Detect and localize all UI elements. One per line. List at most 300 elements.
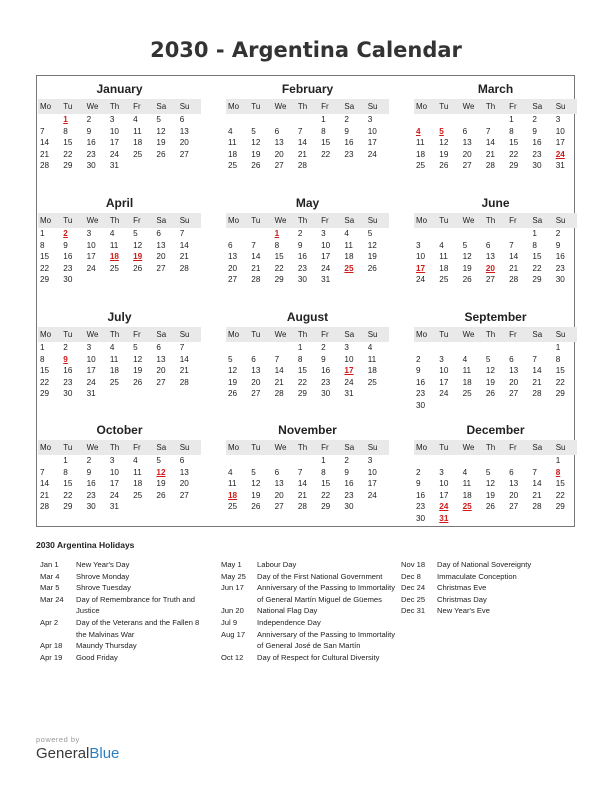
weekday-header bbox=[414, 440, 577, 455]
weekday-label: Su bbox=[179, 443, 190, 452]
day-cell: 19 bbox=[485, 490, 495, 500]
day-cell: 6 bbox=[179, 456, 185, 465]
day-cell: 25 bbox=[133, 149, 143, 159]
day-cell: 12 bbox=[133, 354, 143, 364]
day-cell: 19 bbox=[156, 479, 166, 488]
day-cell bbox=[273, 114, 296, 126]
holiday-item bbox=[40, 640, 210, 652]
holiday-day-cell: 17 bbox=[344, 366, 354, 375]
day-cell: 13 bbox=[179, 126, 189, 136]
day-cell: 30 bbox=[416, 513, 426, 523]
weekday-label: Fr bbox=[321, 330, 329, 339]
day-cell: 8 bbox=[509, 126, 514, 136]
weekday-label: Th bbox=[297, 216, 308, 225]
day-cell: 23 bbox=[344, 490, 354, 500]
holiday-day-cell: 2 bbox=[63, 229, 68, 238]
day-cell: 17 bbox=[439, 490, 449, 500]
day-cell: 13 bbox=[509, 479, 519, 488]
weekday-label: Mo bbox=[228, 443, 240, 452]
week-row bbox=[226, 228, 389, 240]
holiday-name: Day of the First National Government bbox=[257, 571, 383, 581]
weekday-label: Sa bbox=[344, 216, 355, 225]
day-cell: 22 bbox=[555, 490, 565, 500]
holiday-name: Maundy Thursday bbox=[76, 641, 137, 651]
holiday-day-cell: 4 bbox=[416, 126, 421, 136]
week-row bbox=[38, 354, 201, 366]
weekday-label: We bbox=[462, 443, 475, 452]
day-cell: 5 bbox=[156, 456, 161, 465]
day-cell bbox=[461, 400, 484, 412]
day-cell bbox=[484, 513, 507, 525]
day-cell: 17 bbox=[86, 366, 96, 375]
day-cell bbox=[461, 114, 484, 126]
holiday-item bbox=[221, 582, 397, 605]
day-cell: 9 bbox=[532, 126, 537, 136]
holiday-date: Dec 25 bbox=[401, 594, 426, 604]
day-cell bbox=[530, 400, 553, 412]
day-cell: 12 bbox=[156, 126, 166, 136]
generalblue-logo[interactable] bbox=[36, 745, 119, 762]
day-cell: 20 bbox=[462, 149, 472, 159]
day-cell: 30 bbox=[555, 275, 565, 284]
holiday-date: Dec 24 bbox=[401, 583, 426, 593]
day-cell: 2 bbox=[86, 456, 92, 465]
day-cell: 7 bbox=[179, 343, 185, 352]
holiday-day-cell: 25 bbox=[344, 263, 354, 273]
day-cell: 20 bbox=[251, 377, 261, 387]
weekday-label: Sa bbox=[344, 443, 355, 452]
weekday-label: Th bbox=[109, 443, 120, 452]
weekday-label: We bbox=[274, 102, 287, 111]
day-cell: 16 bbox=[321, 366, 331, 375]
day-cell bbox=[366, 501, 389, 513]
holiday-item bbox=[401, 559, 571, 571]
day-cell: 26 bbox=[133, 377, 143, 387]
day-cell: 19 bbox=[228, 377, 238, 387]
day-cell bbox=[414, 342, 437, 354]
day-cell: 28 bbox=[297, 161, 307, 170]
day-cell: 16 bbox=[297, 252, 307, 261]
day-cell: 25 bbox=[416, 161, 426, 170]
weekday-label: Fr bbox=[133, 443, 141, 452]
day-cell: 23 bbox=[86, 149, 96, 159]
weekday-label: Mo bbox=[416, 102, 428, 111]
page-title: 2030 - Argentina Calendar bbox=[150, 38, 462, 62]
weekday-label: Tu bbox=[63, 443, 73, 452]
weekday-label: Mo bbox=[416, 330, 428, 339]
day-cell bbox=[366, 160, 389, 172]
day-cell: 2 bbox=[416, 354, 421, 364]
weekday-header bbox=[38, 327, 201, 342]
holiday-day-cell: 24 bbox=[555, 149, 565, 159]
weekday-label: Su bbox=[367, 102, 378, 111]
day-cell: 1 bbox=[40, 343, 45, 352]
day-cell: 15 bbox=[63, 138, 73, 147]
day-cell: 26 bbox=[156, 149, 166, 159]
day-cell: 29 bbox=[532, 275, 542, 284]
day-cell: 24 bbox=[367, 149, 377, 159]
day-cell: 7 bbox=[297, 467, 303, 477]
month-name: November bbox=[278, 423, 337, 437]
month-september bbox=[414, 310, 577, 411]
day-cell: 11 bbox=[109, 354, 119, 364]
month-may bbox=[226, 196, 389, 286]
weekday-label: Tu bbox=[63, 330, 73, 339]
day-cell: 23 bbox=[416, 389, 426, 398]
weekday-label: We bbox=[86, 102, 99, 111]
day-cell: 19 bbox=[251, 490, 261, 500]
holiday-name: Day of National Sovereignty bbox=[437, 560, 532, 569]
day-cell: 19 bbox=[485, 377, 495, 387]
day-cell: 11 bbox=[133, 126, 142, 136]
day-cell: 27 bbox=[509, 389, 519, 398]
day-cell: 22 bbox=[297, 377, 307, 387]
day-cell: 3 bbox=[86, 343, 92, 352]
weekday-label: Th bbox=[297, 443, 308, 452]
day-cell: 6 bbox=[156, 343, 161, 352]
weekday-label: Sa bbox=[156, 102, 167, 111]
day-cell: 26 bbox=[133, 263, 143, 273]
weekday-label: We bbox=[274, 330, 287, 339]
weekday-label: Fr bbox=[133, 330, 141, 339]
month-name: March bbox=[477, 82, 514, 96]
day-cell: 22 bbox=[274, 263, 284, 273]
day-cell bbox=[131, 274, 154, 286]
day-cell: 12 bbox=[251, 138, 261, 147]
week-row bbox=[414, 263, 577, 275]
day-cell: 12 bbox=[251, 479, 261, 488]
day-cell: 9 bbox=[344, 467, 349, 477]
day-cell: 30 bbox=[63, 389, 73, 398]
day-cell: 4 bbox=[133, 115, 138, 124]
day-cell: 5 bbox=[251, 126, 256, 136]
day-cell: 24 bbox=[109, 149, 119, 159]
weekday-label: Tu bbox=[439, 330, 449, 339]
day-cell: 4 bbox=[462, 354, 468, 364]
day-cell: 31 bbox=[109, 502, 119, 511]
day-cell: 10 bbox=[367, 467, 377, 477]
weekday-label: Su bbox=[367, 330, 378, 339]
day-cell bbox=[131, 501, 154, 513]
holiday-item bbox=[40, 559, 210, 571]
weekday-label: Mo bbox=[40, 443, 52, 452]
day-cell: 4 bbox=[133, 456, 138, 465]
week-row bbox=[226, 274, 389, 286]
day-cell: 7 bbox=[485, 126, 491, 136]
week-row bbox=[38, 377, 201, 389]
day-cell bbox=[226, 228, 249, 240]
day-cell: 4 bbox=[344, 229, 349, 238]
day-cell bbox=[319, 160, 342, 172]
holiday-item bbox=[221, 559, 397, 571]
day-cell bbox=[366, 274, 389, 286]
day-cell: 19 bbox=[251, 149, 261, 159]
weekday-label: Sa bbox=[344, 102, 355, 111]
day-cell bbox=[154, 388, 177, 400]
day-cell: 15 bbox=[321, 479, 331, 488]
day-cell: 27 bbox=[274, 502, 284, 511]
weekday-label: We bbox=[274, 216, 287, 225]
day-cell: 6 bbox=[228, 240, 233, 250]
day-cell: 27 bbox=[179, 490, 189, 500]
day-cell bbox=[461, 342, 484, 354]
week-row bbox=[38, 228, 201, 240]
holiday-day-cell: 12 bbox=[156, 467, 166, 477]
day-cell: 24 bbox=[321, 263, 331, 273]
day-cell: 22 bbox=[555, 377, 565, 387]
week-row bbox=[414, 467, 577, 479]
day-cell: 27 bbox=[462, 161, 472, 170]
footer bbox=[36, 735, 119, 762]
day-cell: 23 bbox=[297, 263, 307, 273]
day-cell: 13 bbox=[251, 366, 261, 375]
day-cell: 16 bbox=[86, 479, 96, 488]
day-cell: 11 bbox=[133, 467, 142, 477]
day-cell: 21 bbox=[532, 490, 542, 500]
day-cell: 23 bbox=[321, 377, 331, 387]
day-cell: 10 bbox=[109, 467, 119, 477]
day-cell: 21 bbox=[274, 377, 284, 387]
day-cell: 28 bbox=[179, 377, 189, 387]
day-cell: 24 bbox=[86, 263, 96, 273]
day-cell: 6 bbox=[274, 126, 280, 136]
day-cell bbox=[484, 455, 507, 467]
day-cell: 22 bbox=[40, 263, 50, 273]
day-cell: 4 bbox=[228, 126, 233, 136]
day-cell bbox=[414, 114, 437, 126]
day-cell bbox=[554, 400, 577, 412]
month-december bbox=[414, 423, 577, 524]
day-cell: 8 bbox=[321, 126, 326, 136]
day-cell: 31 bbox=[555, 161, 565, 170]
day-cell: 15 bbox=[297, 366, 307, 375]
day-cell: 7 bbox=[179, 229, 185, 238]
holiday-item bbox=[40, 617, 210, 640]
day-cell: 2 bbox=[416, 467, 421, 477]
week-row bbox=[38, 467, 201, 479]
day-cell: 3 bbox=[555, 115, 561, 124]
weekday-label: Mo bbox=[40, 216, 52, 225]
day-cell: 6 bbox=[179, 115, 185, 124]
week-row bbox=[38, 455, 201, 467]
weekday-label: Th bbox=[109, 330, 120, 339]
day-cell: 1 bbox=[555, 343, 561, 352]
day-cell: 14 bbox=[179, 354, 189, 364]
holiday-item bbox=[221, 629, 397, 652]
day-cell: 20 bbox=[509, 377, 519, 387]
week-row bbox=[38, 126, 201, 138]
day-cell: 3 bbox=[367, 115, 373, 124]
holiday-day-cell: 9 bbox=[63, 354, 68, 364]
day-cell: 15 bbox=[40, 366, 50, 375]
day-cell: 14 bbox=[297, 138, 307, 147]
week-row bbox=[38, 137, 201, 149]
weekday-label: Th bbox=[485, 330, 496, 339]
holiday-date: Dec 31 bbox=[401, 606, 426, 616]
day-cell: 12 bbox=[485, 479, 495, 488]
week-row bbox=[226, 354, 389, 366]
month-june bbox=[414, 196, 577, 286]
month-name: January bbox=[96, 82, 143, 96]
powered-by-text: powered by bbox=[36, 735, 80, 744]
week-row bbox=[38, 114, 201, 126]
day-cell: 30 bbox=[416, 400, 426, 410]
day-cell bbox=[366, 388, 389, 400]
month-name: February bbox=[281, 82, 334, 96]
day-cell bbox=[38, 455, 61, 467]
weekday-header bbox=[414, 213, 577, 228]
holiday-date: Aug 17 bbox=[221, 629, 246, 639]
day-cell bbox=[85, 274, 108, 286]
day-cell: 9 bbox=[344, 126, 349, 136]
day-cell: 3 bbox=[321, 229, 326, 238]
day-cell: 19 bbox=[439, 149, 449, 159]
weekday-label: We bbox=[462, 216, 475, 225]
day-cell: 26 bbox=[251, 502, 261, 511]
day-cell: 5 bbox=[156, 115, 161, 124]
day-cell: 25 bbox=[439, 275, 449, 284]
day-cell: 18 bbox=[462, 377, 472, 387]
weekday-label: Su bbox=[555, 443, 566, 452]
day-cell: 26 bbox=[367, 263, 377, 273]
holiday-item bbox=[221, 652, 397, 664]
day-cell: 15 bbox=[321, 138, 331, 147]
day-cell bbox=[507, 455, 530, 467]
day-cell bbox=[507, 400, 530, 412]
day-cell: 8 bbox=[555, 354, 561, 364]
weekday-label: Tu bbox=[251, 443, 261, 452]
month-name: August bbox=[286, 310, 329, 324]
week-row bbox=[226, 240, 389, 252]
day-cell: 1 bbox=[40, 229, 45, 238]
holiday-name: Shrove Monday bbox=[76, 571, 130, 581]
day-cell: 8 bbox=[63, 467, 68, 477]
day-cell: 20 bbox=[179, 479, 189, 488]
week-row bbox=[414, 228, 577, 240]
day-cell: 19 bbox=[133, 366, 143, 375]
weekday-label: Su bbox=[179, 330, 190, 339]
day-cell: 6 bbox=[156, 229, 161, 238]
week-row bbox=[38, 388, 201, 400]
weekday-label: We bbox=[462, 330, 475, 339]
day-cell: 3 bbox=[109, 115, 115, 124]
day-cell: 9 bbox=[63, 240, 68, 250]
month-january bbox=[38, 82, 201, 172]
holiday-column bbox=[401, 559, 571, 617]
day-cell: 16 bbox=[555, 252, 565, 261]
day-cell bbox=[296, 114, 319, 126]
day-cell: 10 bbox=[321, 240, 331, 250]
week-row bbox=[226, 263, 389, 275]
weekday-header bbox=[414, 327, 577, 342]
day-cell: 29 bbox=[274, 275, 284, 284]
weekday-label: Tu bbox=[439, 216, 449, 225]
day-cell: 4 bbox=[228, 467, 233, 477]
week-row bbox=[414, 455, 577, 467]
day-cell bbox=[484, 114, 507, 126]
weekday-label: Mo bbox=[40, 330, 52, 339]
day-cell: 5 bbox=[485, 354, 491, 364]
day-cell: 17 bbox=[86, 252, 96, 261]
day-cell: 20 bbox=[179, 138, 189, 147]
weekday-label: Th bbox=[297, 330, 308, 339]
day-cell: 6 bbox=[509, 354, 514, 364]
holiday-day-cell: 5 bbox=[439, 126, 444, 136]
weekday-label: Sa bbox=[156, 443, 167, 452]
day-cell: 22 bbox=[63, 490, 73, 500]
day-cell: 15 bbox=[555, 366, 565, 375]
day-cell: 30 bbox=[63, 275, 73, 284]
day-cell: 18 bbox=[416, 149, 426, 159]
weekday-label: Th bbox=[297, 102, 308, 111]
week-row bbox=[226, 490, 389, 502]
day-cell: 9 bbox=[555, 240, 561, 250]
weekday-label: Th bbox=[109, 216, 120, 225]
day-cell bbox=[131, 160, 154, 172]
day-cell: 5 bbox=[228, 354, 233, 364]
day-cell: 19 bbox=[156, 138, 166, 147]
day-cell: 6 bbox=[509, 467, 514, 477]
day-cell: 1 bbox=[509, 115, 514, 124]
weekday-label: Tu bbox=[439, 443, 449, 452]
day-cell: 11 bbox=[416, 138, 425, 147]
week-row bbox=[414, 149, 577, 161]
week-row bbox=[226, 137, 389, 149]
day-cell: 13 bbox=[228, 252, 238, 261]
week-row bbox=[226, 478, 389, 490]
day-cell: 29 bbox=[555, 389, 565, 398]
day-cell: 2 bbox=[321, 343, 326, 352]
day-cell: 7 bbox=[251, 240, 256, 250]
day-cell bbox=[414, 228, 437, 240]
holiday-date: Mar 24 bbox=[40, 594, 64, 604]
day-cell bbox=[273, 342, 296, 354]
day-cell: 10 bbox=[86, 354, 96, 364]
day-cell bbox=[154, 274, 177, 286]
day-cell: 5 bbox=[133, 229, 138, 238]
day-cell: 4 bbox=[367, 343, 373, 352]
holiday-name: Christmas Day bbox=[437, 594, 487, 604]
holiday-date: Dec 8 bbox=[401, 571, 421, 581]
day-cell bbox=[507, 228, 530, 240]
weekday-label: Tu bbox=[251, 330, 261, 339]
month-name: December bbox=[466, 423, 525, 437]
month-october bbox=[38, 423, 201, 513]
day-cell bbox=[530, 455, 553, 467]
day-cell bbox=[273, 455, 296, 467]
day-cell: 28 bbox=[485, 161, 495, 170]
weekday-label: Su bbox=[367, 443, 378, 452]
day-cell: 21 bbox=[179, 252, 189, 261]
day-cell: 9 bbox=[86, 126, 92, 136]
day-cell: 25 bbox=[109, 263, 119, 273]
day-cell: 8 bbox=[40, 354, 45, 364]
holiday-day-cell: 20 bbox=[485, 263, 495, 273]
day-cell bbox=[249, 342, 272, 354]
holiday-date: Apr 2 bbox=[40, 617, 59, 627]
day-cell: 20 bbox=[156, 366, 166, 375]
weekday-label: Mo bbox=[228, 216, 240, 225]
day-cell: 1 bbox=[321, 115, 326, 124]
day-cell: 28 bbox=[532, 389, 542, 398]
weekday-label: Su bbox=[555, 216, 566, 225]
holiday-item bbox=[221, 617, 397, 629]
day-cell: 18 bbox=[439, 263, 449, 273]
day-cell: 16 bbox=[63, 366, 73, 375]
day-cell: 17 bbox=[555, 138, 565, 147]
weekday-label: Su bbox=[555, 102, 566, 111]
day-cell bbox=[484, 400, 507, 412]
